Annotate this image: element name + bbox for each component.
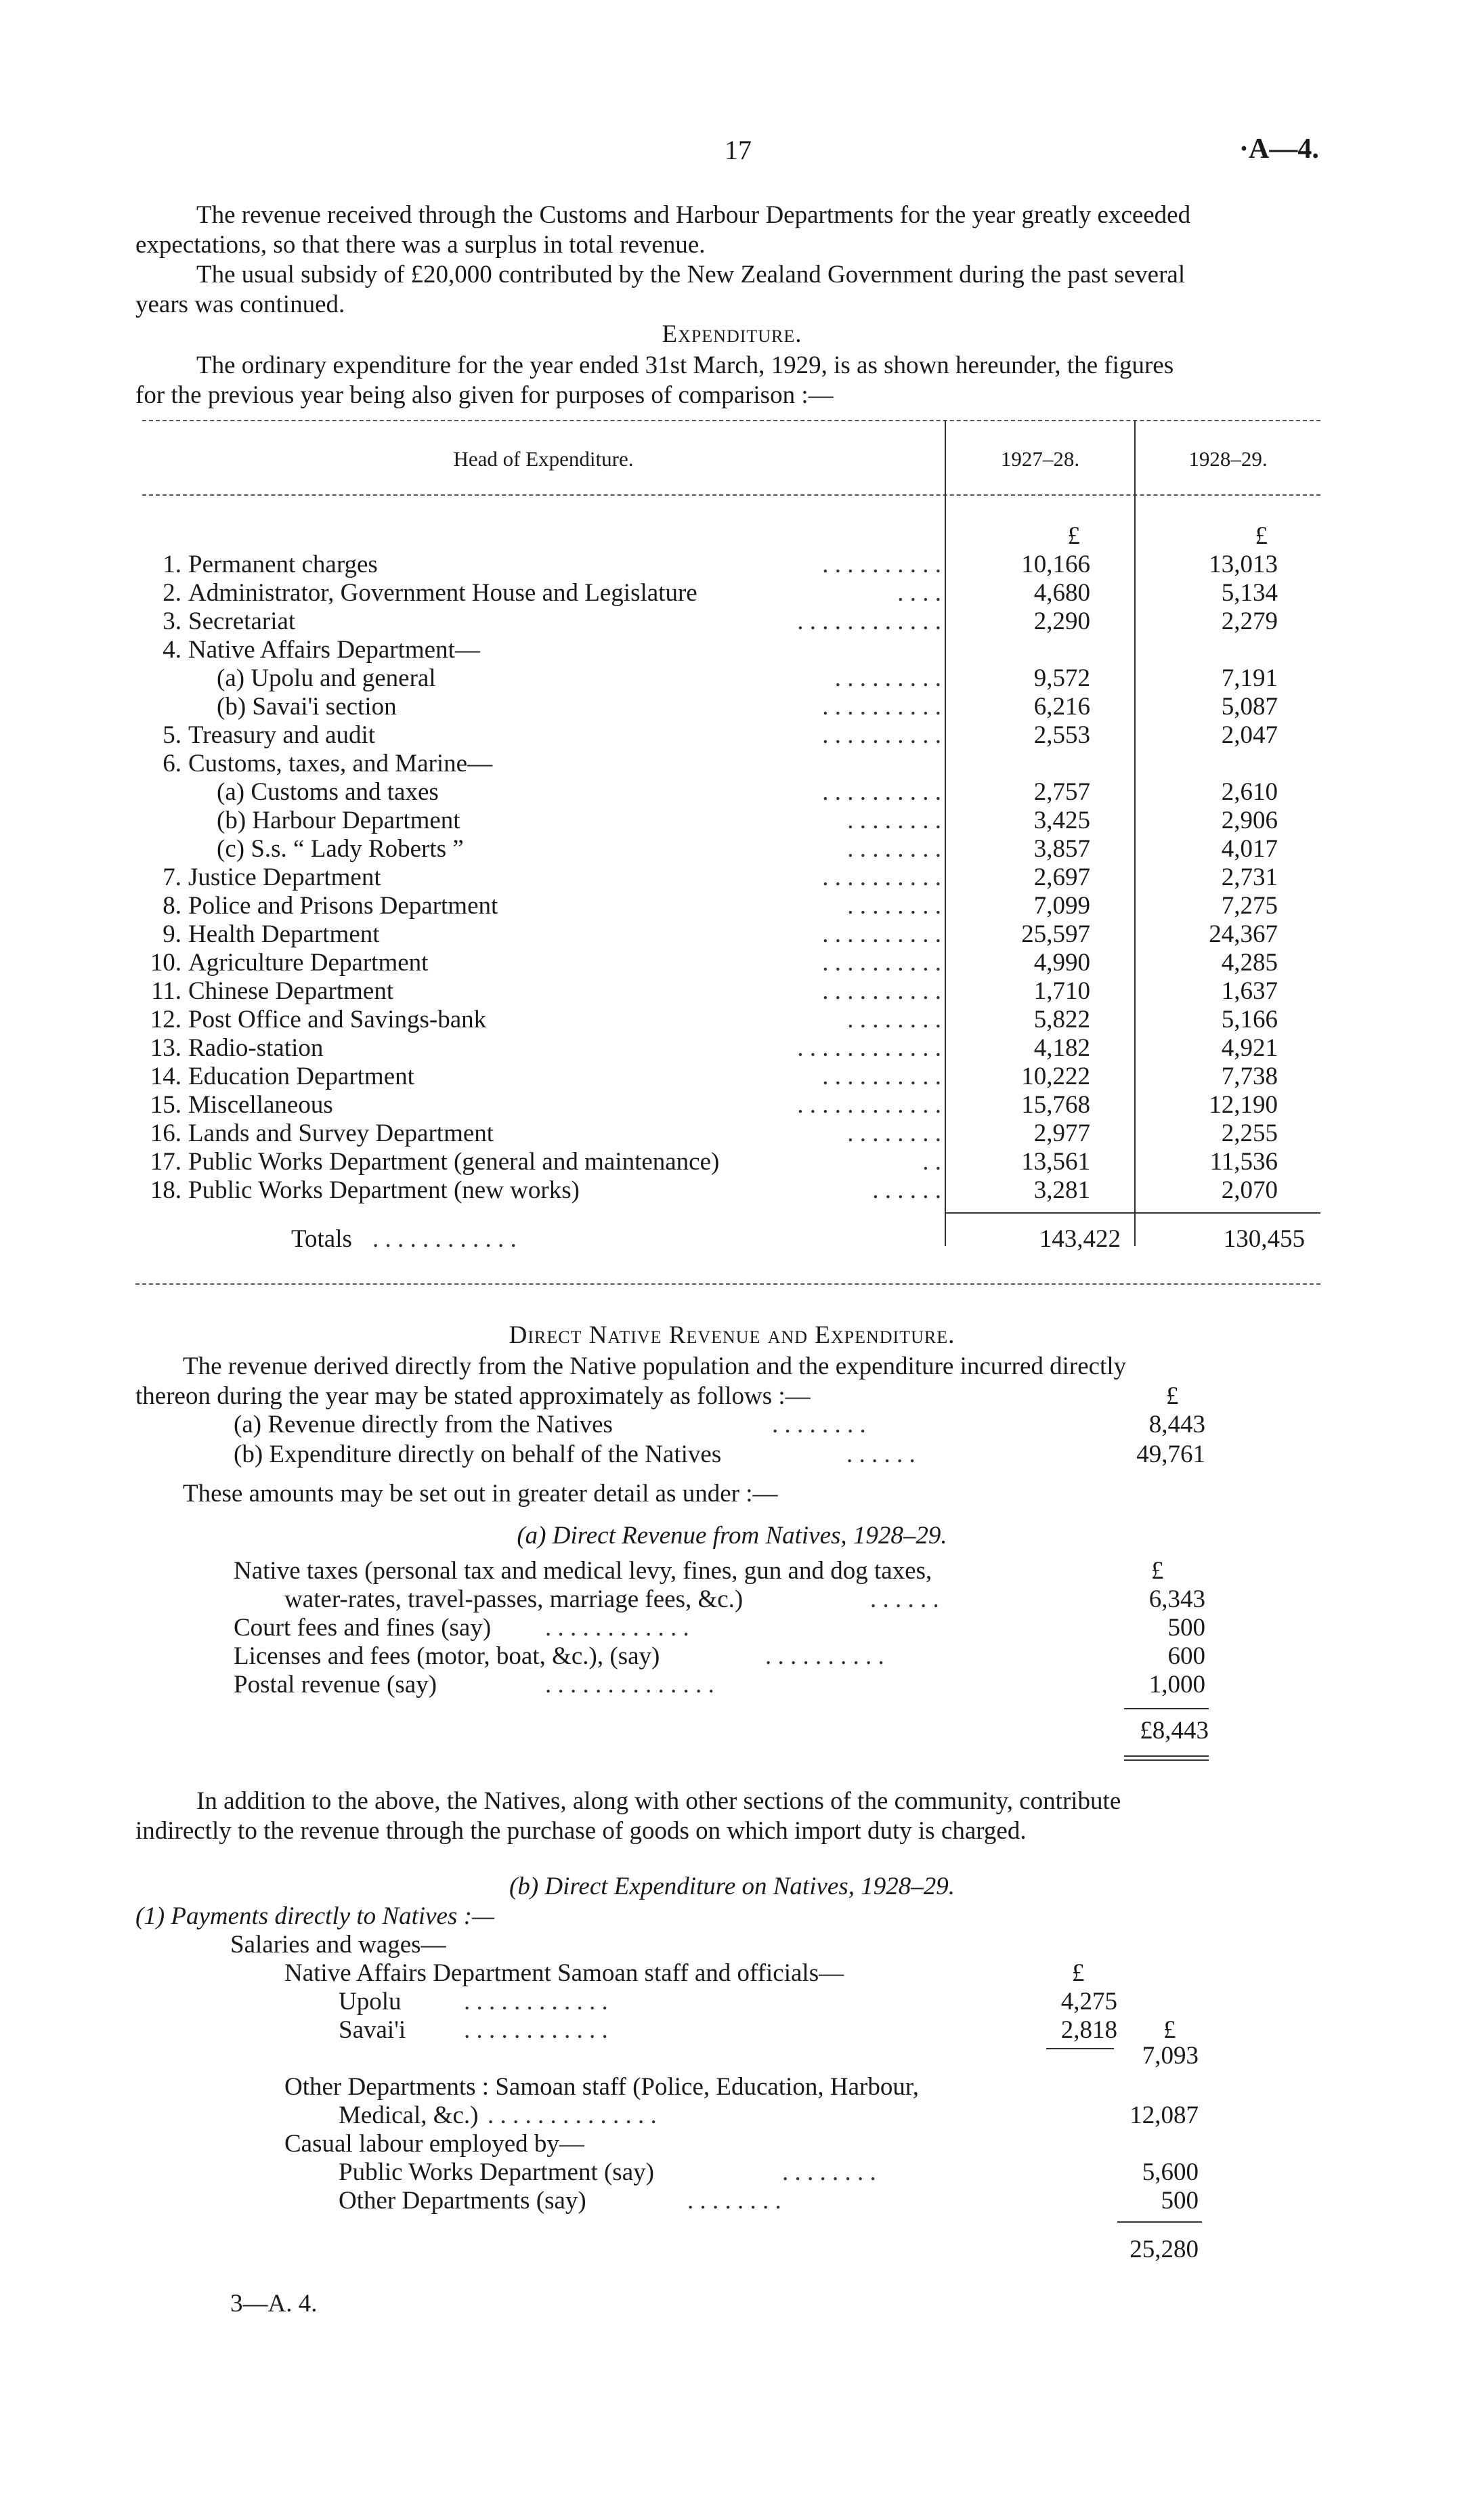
- row-number: 13.: [150, 1034, 181, 1062]
- row-number: 10.: [150, 949, 181, 977]
- total-1927-28: 143,422: [1039, 1225, 1121, 1253]
- grand-total: 25,280: [1129, 2236, 1199, 2263]
- row-number: 3.: [163, 607, 181, 635]
- row-leader-dots: . . . . . . . . . . . .: [797, 607, 941, 635]
- row-leader-dots: . . . . . . . . .: [834, 664, 941, 692]
- row-label: Health Department: [188, 920, 380, 948]
- row-label: Agriculture Department: [188, 949, 429, 977]
- native-expenditure-dots: . . . . . .: [846, 1440, 916, 1468]
- row-label: (a) Customs and taxes: [217, 778, 439, 806]
- other-departments-dots: . . . . . . . . . . . . . .: [488, 2101, 657, 2129]
- row-value-1927-28: 25,597: [1021, 920, 1090, 948]
- native-affairs-subtotal: 7,093: [1142, 2042, 1199, 2070]
- row-value-1928-29: 4,921: [1221, 1034, 1278, 1062]
- casual-labour-heading: Casual labour employed by—: [284, 2130, 584, 2158]
- row-value-1927-28: 4,182: [1033, 1034, 1090, 1062]
- expenditure-unit-pound-2: £: [1163, 2016, 1176, 2044]
- row-value-1927-28: 6,216: [1033, 693, 1090, 721]
- native-intro-line-2: thereon during the year may be stated approximately as follows :—: [135, 1382, 811, 1410]
- expenditure-intro-line-1: The ordinary expenditure for the year ended 31st March, 1929, is as shown hereunder, the figures: [196, 351, 1174, 379]
- row-value-1928-29: 4,017: [1221, 835, 1278, 863]
- native-expenditure-label: (b) Expenditure directly on behalf of the Natives: [234, 1440, 722, 1468]
- native-intro-line-1: The revenue derived directly from the Native population and the expenditure incurred directly: [183, 1352, 1127, 1380]
- other-departments-casual-value: 500: [1161, 2187, 1199, 2215]
- row-label: Public Works Department (new works): [188, 1176, 580, 1204]
- revenue-native-taxes-line-2: water-rates, travel-passes, marriage fees, &c.): [284, 1585, 744, 1613]
- row-number: 11.: [151, 977, 181, 1005]
- other-departments-line-1: Other Departments : Samoan staff (Police, Education, Harbour,: [284, 2073, 919, 2101]
- row-label: Lands and Survey Department: [188, 1119, 494, 1147]
- row-number: 2.: [163, 579, 181, 607]
- row-number: 9.: [163, 920, 181, 948]
- row-leader-dots: . .: [922, 1148, 941, 1176]
- row-leader-dots: . . . . . . . . . .: [822, 721, 941, 749]
- native-affairs-staff-heading: Native Affairs Department Samoan staff and officials—: [284, 1959, 844, 1987]
- row-label: Secretariat: [188, 607, 296, 635]
- row-label: Public Works Department (general and maintenance): [188, 1148, 720, 1176]
- revenue-licenses-label: Licenses and fees (motor, boat, &c.), (say): [234, 1642, 660, 1670]
- row-leader-dots: . . . . . . . . . .: [822, 551, 941, 578]
- row-value-1928-29: 7,275: [1221, 892, 1278, 920]
- row-value-1927-28: 10,166: [1021, 551, 1090, 578]
- savaii-value: 2,818: [1060, 2016, 1117, 2044]
- native-revenue-label: (a) Revenue directly from the Natives: [234, 1411, 613, 1438]
- other-departments-line-2: Medical, &c.): [339, 2101, 479, 2129]
- row-label: Miscellaneous: [188, 1091, 333, 1119]
- revenue-postal-dots: . . . . . . . . . . . . . .: [545, 1671, 714, 1699]
- sheet-reference: 3—A. 4.: [230, 2290, 318, 2318]
- row-number: 1.: [163, 551, 181, 578]
- row-value-1928-29: 11,536: [1209, 1148, 1278, 1176]
- other-departments-casual-dots: . . . . . . . .: [687, 2187, 781, 2215]
- row-value-1927-28: 3,281: [1033, 1176, 1090, 1204]
- detail-intro: These amounts may be set out in greater detail as under :—: [183, 1480, 778, 1508]
- addition-line-1: In addition to the above, the Natives, along with other sections of the community, contribute: [196, 1787, 1121, 1815]
- revenue-court-fees-value: 500: [1167, 1614, 1205, 1642]
- row-value-1928-29: 12,190: [1209, 1091, 1278, 1119]
- revenue-native-taxes-value: 6,343: [1148, 1585, 1205, 1613]
- row-value-1928-29: 5,087: [1221, 693, 1278, 721]
- row-leader-dots: . . . . . . . . . .: [822, 863, 941, 891]
- row-number: 6.: [163, 750, 181, 777]
- column-header-1928-29: 1928–29.: [1188, 447, 1268, 471]
- table-top-rule: [142, 420, 1320, 421]
- row-value-1928-29: 2,279: [1221, 607, 1278, 635]
- row-value-1928-29: 2,610: [1221, 778, 1278, 806]
- row-label: Chinese Department: [188, 977, 394, 1005]
- row-value-1927-28: 13,561: [1021, 1148, 1090, 1176]
- row-value-1927-28: 4,680: [1033, 579, 1090, 607]
- row-label: Post Office and Savings-bank: [188, 1006, 487, 1033]
- row-value-1928-29: 2,255: [1221, 1119, 1278, 1147]
- row-label: Treasury and audit: [188, 721, 376, 749]
- unit-pound-1927-28: £: [1067, 522, 1080, 550]
- revenue-detail-unit: £: [1151, 1557, 1164, 1585]
- revenue-detail-title: (a) Direct Revenue from Natives, 1928–29.: [517, 1522, 947, 1550]
- expenditure-unit-pound-1: £: [1072, 1959, 1085, 1987]
- row-number: 7.: [163, 863, 181, 891]
- row-value-1927-28: 3,857: [1033, 835, 1090, 863]
- row-number: 8.: [163, 892, 181, 920]
- row-leader-dots: . . . . . . . . . .: [822, 977, 941, 1005]
- row-value-1928-29: 2,047: [1221, 721, 1278, 749]
- row-value-1928-29: 2,731: [1221, 863, 1278, 891]
- row-leader-dots: . . . . . . . .: [847, 1119, 941, 1147]
- row-value-1927-28: 5,822: [1033, 1006, 1090, 1033]
- revenue-total-double-rule-1: [1124, 1755, 1209, 1757]
- public-works-label: Public Works Department (say): [339, 2158, 654, 2186]
- row-label: (b) Harbour Department: [217, 807, 460, 834]
- intro-paragraph-2-line-2: years was continued.: [135, 291, 345, 318]
- row-value-1928-29: 1,637: [1221, 977, 1278, 1005]
- revenue-licenses-value: 600: [1167, 1642, 1205, 1670]
- totals-label: Totals: [291, 1225, 352, 1253]
- expenditure-detail-title: (b) Direct Expenditure on Natives, 1928–29.: [509, 1873, 955, 1900]
- row-leader-dots: . . . . . . . . . .: [822, 949, 941, 977]
- upolu-label: Upolu: [339, 1988, 402, 2015]
- revenue-native-taxes-line-1: Native taxes (personal tax and medical levy, fines, gun and dog taxes,: [234, 1557, 932, 1585]
- row-leader-dots: . . . . . . . . . . . .: [797, 1091, 941, 1119]
- row-value-1927-28: 9,572: [1033, 664, 1090, 692]
- row-number: 4.: [163, 636, 181, 664]
- table-header-rule: [142, 494, 1320, 496]
- row-value-1928-29: 2,070: [1221, 1176, 1278, 1204]
- revenue-postal-value: 1,000: [1148, 1671, 1205, 1699]
- revenue-postal-label: Postal revenue (say): [234, 1671, 437, 1699]
- row-value-1927-28: 2,697: [1033, 863, 1090, 891]
- row-number: 16.: [150, 1119, 181, 1147]
- row-number: 17.: [150, 1148, 181, 1176]
- native-affairs-subtotal-rule: [1046, 2048, 1114, 2049]
- public-works-dots: . . . . . . . .: [782, 2158, 876, 2186]
- row-label: Radio-station: [188, 1034, 324, 1062]
- row-value-1928-29: 7,738: [1221, 1063, 1278, 1090]
- revenue-total-double-rule-2: [1124, 1759, 1209, 1761]
- native-revenue-dots: . . . . . . . .: [772, 1411, 866, 1438]
- row-value-1927-28: 2,553: [1033, 721, 1090, 749]
- row-leader-dots: . . . . . . . . . .: [822, 920, 941, 948]
- row-value-1928-29: 5,166: [1221, 1006, 1278, 1033]
- row-number: 15.: [150, 1091, 181, 1119]
- totals-leader-dots: . . . . . . . . . . . .: [372, 1225, 517, 1253]
- row-value-1927-28: 2,977: [1033, 1119, 1090, 1147]
- row-number: 18.: [150, 1176, 181, 1204]
- savaii-dots: . . . . . . . . . . . .: [464, 2016, 608, 2044]
- row-leader-dots: . . . . . . . . . . . .: [797, 1034, 941, 1062]
- column-header-1927-28: 1927–28.: [1000, 447, 1080, 471]
- row-label: (c) S.s. “ Lady Roberts ”: [217, 835, 464, 863]
- upolu-value: 4,275: [1060, 1988, 1117, 2015]
- totals-rule: [946, 1212, 1320, 1214]
- row-label: (a) Upolu and general: [217, 664, 436, 692]
- other-departments-value: 12,087: [1129, 2101, 1199, 2129]
- intro-paragraph-1-line-1: The revenue received through the Customs and Harbour Departments for the year greatly exceeded: [196, 201, 1191, 229]
- row-leader-dots: . . . . . . . .: [847, 892, 941, 920]
- row-value-1928-29: 24,367: [1209, 920, 1278, 948]
- row-label: Justice Department: [188, 863, 381, 891]
- row-number: 14.: [150, 1063, 181, 1090]
- revenue-total: £8,443: [1140, 1717, 1209, 1745]
- row-value-1927-28: 4,990: [1033, 949, 1090, 977]
- intro-paragraph-1-line-2: expectations, so that there was a surplus in total revenue.: [135, 231, 706, 259]
- row-number: 5.: [163, 721, 181, 749]
- row-value-1928-29: 13,013: [1209, 551, 1278, 578]
- row-value-1927-28: 2,290: [1033, 607, 1090, 635]
- payments-section-heading: (1) Payments directly to Natives :—: [135, 1902, 494, 1930]
- row-leader-dots: . . . . . . . . . .: [822, 1063, 941, 1090]
- row-leader-dots: . . . . . . . . . .: [822, 778, 941, 806]
- row-leader-dots: . . . .: [897, 579, 941, 607]
- row-leader-dots: . . . . . . . .: [847, 835, 941, 863]
- native-expenditure-value: 49,761: [1136, 1440, 1205, 1468]
- native-unit-pound: £: [1166, 1382, 1179, 1410]
- expenditure-heading: Expenditure.: [662, 320, 802, 348]
- row-label: Police and Prisons Department: [188, 892, 498, 920]
- row-value-1928-29: 7,191: [1221, 664, 1278, 692]
- row-value-1927-28: 2,757: [1033, 778, 1090, 806]
- native-heading: Direct Native Revenue and Expenditure.: [509, 1321, 955, 1349]
- native-revenue-value: 8,443: [1148, 1411, 1205, 1438]
- row-value-1927-28: 10,222: [1021, 1063, 1090, 1090]
- document-reference: ·A—4.: [1239, 133, 1319, 165]
- row-leader-dots: . . . . . . . .: [847, 807, 941, 834]
- table-bottom-rule: [135, 1283, 1320, 1285]
- row-value-1928-29: 4,285: [1221, 949, 1278, 977]
- other-departments-casual-label: Other Departments (say): [339, 2187, 586, 2215]
- row-label: Administrator, Government House and Legislature: [188, 579, 697, 607]
- row-value-1928-29: 2,906: [1221, 807, 1278, 834]
- upolu-dots: . . . . . . . . . . . .: [464, 1988, 608, 2015]
- row-value-1927-28: 1,710: [1033, 977, 1090, 1005]
- revenue-native-taxes-dots: . . . . . .: [870, 1585, 939, 1613]
- row-leader-dots: . . . . . . . . . .: [822, 693, 941, 721]
- row-label: Permanent charges: [188, 551, 378, 578]
- public-works-value: 5,600: [1142, 2158, 1199, 2186]
- salaries-heading: Salaries and wages—: [230, 1931, 446, 1959]
- row-number: 12.: [150, 1006, 181, 1033]
- total-1928-29: 130,455: [1223, 1225, 1305, 1253]
- addition-line-2: indirectly to the revenue through the purchase of goods on which import duty is charged.: [135, 1817, 1027, 1845]
- expenditure-intro-line-2: for the previous year being also given for purposes of comparison :—: [135, 381, 834, 409]
- row-label: Customs, taxes, and Marine—: [188, 750, 493, 777]
- row-label: (b) Savai'i section: [217, 693, 397, 721]
- row-leader-dots: . . . . . . . .: [847, 1006, 941, 1033]
- revenue-licenses-dots: . . . . . . . . . .: [765, 1642, 884, 1670]
- row-value-1927-28: 7,099: [1033, 892, 1090, 920]
- savaii-label: Savai'i: [339, 2016, 406, 2044]
- page-number: 17: [725, 135, 752, 165]
- grand-total-rule: [1117, 2221, 1202, 2223]
- row-value-1927-28: 15,768: [1021, 1091, 1090, 1119]
- row-leader-dots: . . . . . .: [872, 1176, 941, 1204]
- revenue-court-fees-label: Court fees and fines (say): [234, 1614, 492, 1642]
- revenue-court-fees-dots: . . . . . . . . . . . .: [545, 1614, 689, 1642]
- intro-paragraph-2-line-1: The usual subsidy of £20,000 contributed by the New Zealand Government during the past several: [196, 261, 1186, 289]
- row-value-1927-28: 3,425: [1033, 807, 1090, 834]
- unit-pound-1928-29: £: [1255, 522, 1268, 550]
- row-label: Education Department: [188, 1063, 414, 1090]
- revenue-total-rule: [1124, 1708, 1209, 1709]
- row-label: Native Affairs Department—: [188, 636, 480, 664]
- column-header-head-of-expenditure: Head of Expenditure.: [453, 447, 634, 471]
- row-value-1928-29: 5,134: [1221, 579, 1278, 607]
